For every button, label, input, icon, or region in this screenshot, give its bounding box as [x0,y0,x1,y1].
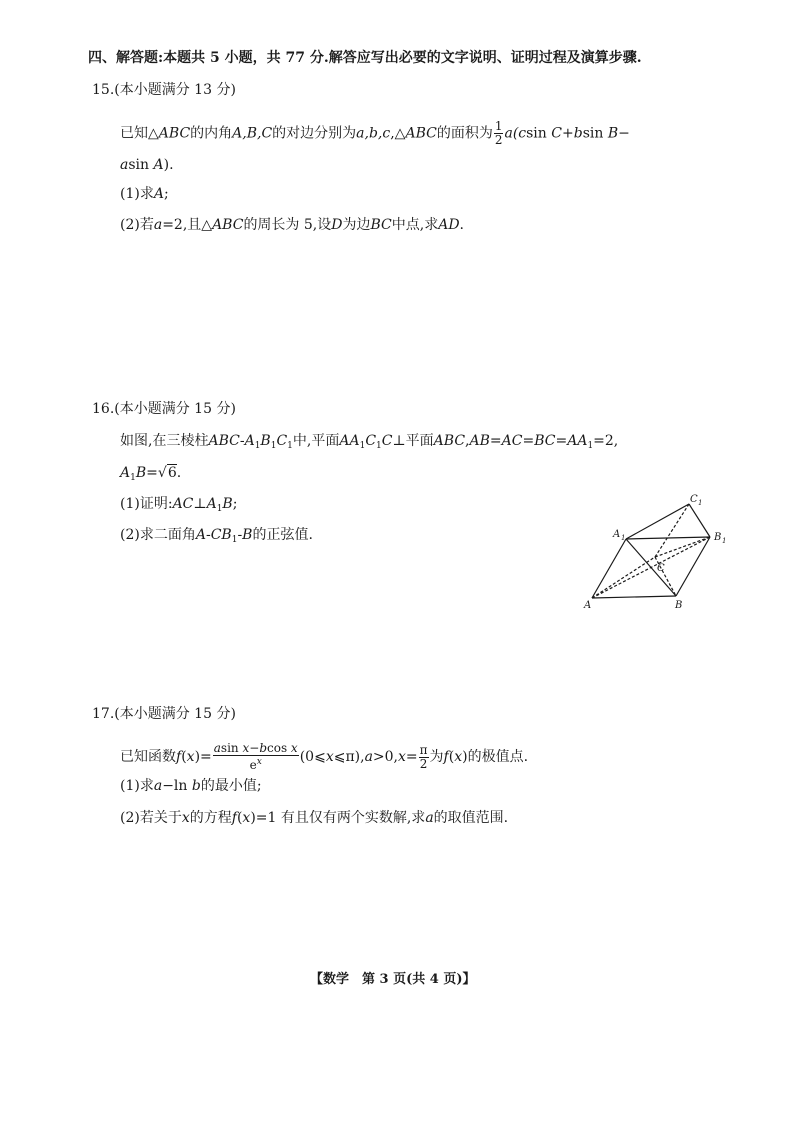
q17-math: f [176,749,182,765]
q17-math: a [425,810,434,826]
q16-header: 16.(本小题满分 15 分) [92,401,236,417]
label-C1-sub: 1 [698,499,703,507]
q17-text: )的极值点. [462,749,529,765]
q17-part1 [120,776,262,796]
section-heading: 四、解答题:本题共 5 小题，共 77 分.解答应写出必要的文字说明、证明过程及演算步骤. [88,50,642,66]
diag-CB1 [655,537,710,557]
q16-subscript: 1 [287,441,293,451]
q15-math: B [607,125,619,142]
q17-math: ( [448,749,455,765]
q17-math: x [181,810,190,826]
q16-part1 [120,494,237,519]
q16-subscript: 1 [231,535,238,545]
label-A1-sub: 1 [621,534,626,542]
q16-math: ⊥ [193,496,207,512]
q15-math: ). [163,157,174,173]
q16-math: C [365,433,377,449]
q16-math: = [489,433,502,449]
q15-math: − [618,125,630,142]
q15-text: 为边 [342,217,371,233]
q16-math: =√ [146,465,167,481]
fraction-denominator: 2 [419,756,428,771]
q17-part2 [120,808,508,828]
label-B1: B [714,532,722,543]
q16-text: (1)证明: [120,496,173,512]
q17-math: f [443,749,449,765]
q17-text: (1)求 [120,778,154,794]
q16-math: A [244,433,255,449]
q15-text: 的内角 [190,125,233,142]
prism-figure [575,485,735,615]
q16-math: ABC [433,433,466,449]
q15-text: 的对边分别为 [272,125,357,142]
q15-math: a(c [504,125,527,142]
q16-math: CB [210,527,232,543]
q17-math: a [213,741,221,755]
q16-subscript: 1 [216,504,223,514]
q17-math: = [405,749,418,765]
q16-math: - [237,527,243,543]
q17-math: x [325,749,334,765]
q15-header: 15.(本小题满分 13 分) [92,82,236,98]
q15-math: sin [526,125,552,142]
q17-text: 的方程 [189,810,232,826]
q17-math: x [454,749,463,765]
q16-subscript: 1 [130,473,136,483]
q15-math: ABC [405,125,437,142]
q16-math: = [555,433,568,449]
q16-math: C [381,433,393,449]
q16-sqrt-radicand: 6 [167,465,177,481]
q15-text: =2,且△ [162,217,213,233]
q16-math: - [205,527,211,543]
q15-math: A [153,157,164,173]
edge-A1C1 [626,504,689,539]
q15-text: ,△ [390,125,406,142]
q16-text: 的正弦值. [252,527,313,543]
q16-math: B [260,433,271,449]
q16-text: 中,平面 [292,433,340,449]
q16-math: AA [567,433,588,449]
q15-text: (1)求 [120,186,154,202]
q17-math: f [231,810,237,826]
q16-math: AC [501,433,523,449]
q16-subscript: 1 [376,441,382,451]
edge-C1B1 [689,504,710,537]
q17-math: ⩽π), [333,749,365,765]
edge-CC1 [655,504,689,557]
label-B: B [675,600,683,611]
page-footer: 【数学 第 3 页(共 4 页)】 [310,972,476,987]
q15-text: 中点,求 [391,217,439,233]
q17-math: −ln [162,778,192,794]
q17-math: >0, [372,749,399,765]
q17-math: b [259,741,267,755]
q17-text: (2)若关于 [120,810,182,826]
fraction-numerator: π [419,742,428,757]
q16-text: . [176,465,182,481]
q16-math: B [135,465,147,481]
q15-part1 [120,184,169,204]
q16-text: (2)求二面角 [120,527,196,543]
edge-BB1 [676,537,710,596]
q17-pi-fraction [419,744,429,771]
q15-math: sin [582,125,608,142]
q16-math: A [206,496,217,512]
fraction-denominator [213,756,299,772]
q17-function-fraction [213,742,299,772]
q16-math: A [120,465,131,481]
q17-math: − [249,741,260,755]
q15-math: ABC [212,217,244,233]
q15-math: D [331,217,343,233]
q15-math: ABC [158,125,191,142]
q15-stem-line2 [120,155,174,175]
q16-text: , [465,433,470,449]
q17-math: ( [236,810,243,826]
q16-math: ABC [208,433,240,449]
q16-math: AA [339,433,360,449]
q15-fraction [494,120,504,147]
q17-math: cos [267,741,291,755]
q16-math: BC [534,433,556,449]
label-A: A [584,600,592,611]
q17-math: )= [194,749,212,765]
edge-AC [592,557,655,598]
q17-math: a [364,749,373,765]
q16-text: 如图,在三棱柱 [120,433,209,449]
q16-math: AC [172,496,194,512]
q17-text: 的最小值; [200,778,262,794]
q15-math: b [573,125,583,142]
q17-stem [120,742,528,772]
q16-math: AB [469,433,490,449]
q16-subscript: 1 [587,441,594,451]
q17-math: ( [181,749,187,765]
q17-math: x [242,810,251,826]
edge-A1B1 [626,537,710,539]
q17-text: 已知函数 [120,749,176,765]
q15-part2 [120,215,464,235]
fraction-numerator: 1 [494,119,503,133]
q16-text: ⊥平面 [392,433,434,449]
q16-subscript: 1 [254,441,261,451]
q15-math: A,B,C [232,125,273,142]
q16-stem-line2 [120,463,181,488]
q15-math: a [153,217,163,233]
q17-header: 17.(本小题满分 15 分) [92,706,236,722]
label-A1: A [613,529,621,540]
q17-text: 为 [429,749,444,765]
q16-part2 [120,525,313,550]
q16-stem-line1 [120,431,618,456]
q16-subscript: 1 [359,441,366,451]
q16-math: C [276,433,288,449]
q17-math: x [290,741,298,755]
fraction-numerator [213,742,299,756]
q15-text: (2)若 [120,217,154,233]
q16-math: B [242,527,253,543]
q17-text: )=1 有且仅有两个实数解,求 [250,810,426,826]
q16-subscript: 1 [270,441,277,451]
label-C1: C [690,494,698,505]
q17-math: x [398,749,406,765]
q16-math: = [522,433,535,449]
q17-math: x [242,741,250,755]
q17-math: (0⩽ [299,749,326,765]
q17-math: sin [220,741,243,755]
q15-math: C [551,125,562,142]
q16-math: - [239,433,245,449]
q15-text: . [459,217,464,233]
edge-AB [592,596,676,598]
q15-text: 的周长为 5,设 [243,217,332,233]
q17-math: e [249,758,257,772]
q15-text: 的面积为 [436,125,493,142]
q16-math: A [195,527,206,543]
edge-AA1 [592,539,626,598]
q15-text: ; [163,186,169,202]
q17-math: b [191,778,201,794]
q15-math: AD [438,217,460,233]
q16-text: ; [232,496,238,512]
q17-math: x [186,749,195,765]
q15-math: a,b,c [356,125,391,142]
q15-math: sin [128,157,154,173]
q17-text: 的取值范围. [433,810,509,826]
q15-math: a [120,157,129,173]
q15-text: 已知△ [120,125,159,142]
q15-math: + [561,125,574,142]
q15-math: BC [370,217,392,233]
q16-math: B [222,496,233,512]
q15-math: A [153,186,164,202]
label-C: C [657,563,665,574]
q16-math: =2, [593,433,619,449]
q15-stem-line1 [120,120,630,147]
fraction-denominator: 2 [494,133,503,147]
q17-math: a [153,778,163,794]
label-B1-sub: 1 [722,537,727,545]
q17-superscript: x [256,757,262,767]
